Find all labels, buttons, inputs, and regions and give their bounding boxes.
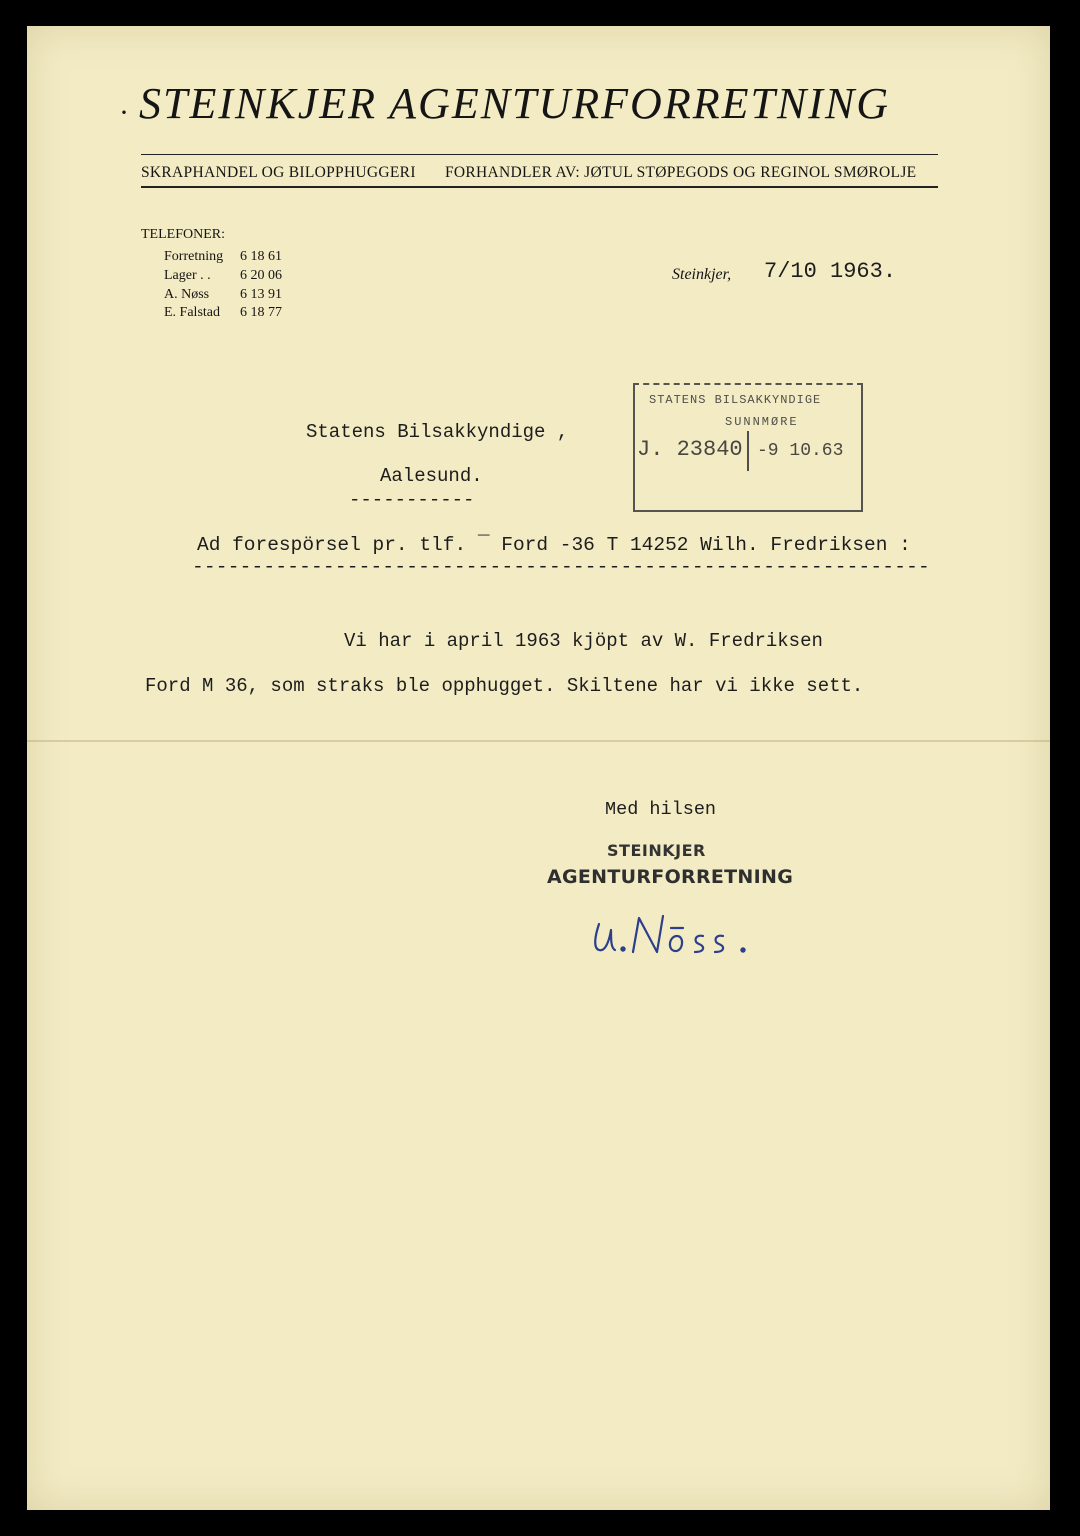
stamp-authority: STATENS BILSAKKYNDIGE — [649, 393, 822, 407]
letter-date: 7/10 1963. — [764, 259, 897, 284]
telephone-entry — [164, 268, 282, 284]
letterhead-dot: · — [119, 96, 129, 129]
telephone-entry — [164, 249, 282, 265]
letter-place: Steinkjer, — [672, 266, 732, 283]
telephone-number: 6 13 91 — [240, 287, 282, 302]
body-line: Ford M 36, som straks ble opphugget. Skiltene har vi ikke sett. — [145, 675, 864, 697]
company-name: STEINKJER AGENTURFORRETNING — [139, 79, 891, 128]
telephone-name: A. Nøss — [164, 287, 210, 302]
telephone-name: E. Falstad — [164, 305, 220, 320]
business-description: SKRAPHANDEL OG BILOPPHUGGERI — [141, 164, 416, 181]
recipient-name: Statens Bilsakkyndige , — [306, 421, 569, 443]
telephone-entry — [164, 287, 282, 303]
received-stamp — [633, 383, 863, 512]
letterhead-rule-top — [141, 154, 938, 155]
company-stamp-line2: AGENTURFORRETNING — [547, 866, 794, 888]
stamp-date: -9 10.63 — [757, 441, 844, 461]
telephone-entry — [164, 305, 282, 321]
telephone-number: 6 20 06 — [240, 268, 282, 283]
handwritten-signature — [587, 906, 787, 966]
company-stamp-line1: STEINKJER — [607, 841, 706, 860]
telephone-number: 6 18 61 — [240, 249, 282, 264]
telephone-name: Lager . . — [164, 268, 211, 283]
subject-line: Ad forespörsel pr. tlf. ¯ Ford -36 T 14252 Wilh. Fredriksen : — [197, 534, 911, 556]
letter-page — [27, 26, 1050, 1510]
telephones-heading: TELEFONER: — [141, 227, 225, 242]
letterhead-rule-bottom — [141, 186, 938, 188]
fold-line — [27, 740, 1050, 742]
stamp-divider — [747, 431, 749, 471]
stamp-journal-number: J. 23840 — [637, 437, 743, 462]
recipient-city: Aalesund. — [380, 465, 483, 487]
telephone-number: 6 18 77 — [240, 305, 282, 320]
stamp-region: SUNNMØRE — [725, 415, 799, 429]
subject-underline: -------------------------------------------------------------- — [192, 556, 930, 578]
closing-greeting: Med hilsen — [605, 799, 717, 820]
dealer-description: FORHANDLER AV: JØTUL STØPEGODS OG REGINOL SMØROLJE — [445, 164, 917, 181]
body-line: Vi har i april 1963 kjöpt av W. Fredriksen — [344, 630, 823, 652]
recipient-underline: ----------- — [349, 489, 475, 511]
telephone-name: Forretning — [164, 249, 224, 264]
